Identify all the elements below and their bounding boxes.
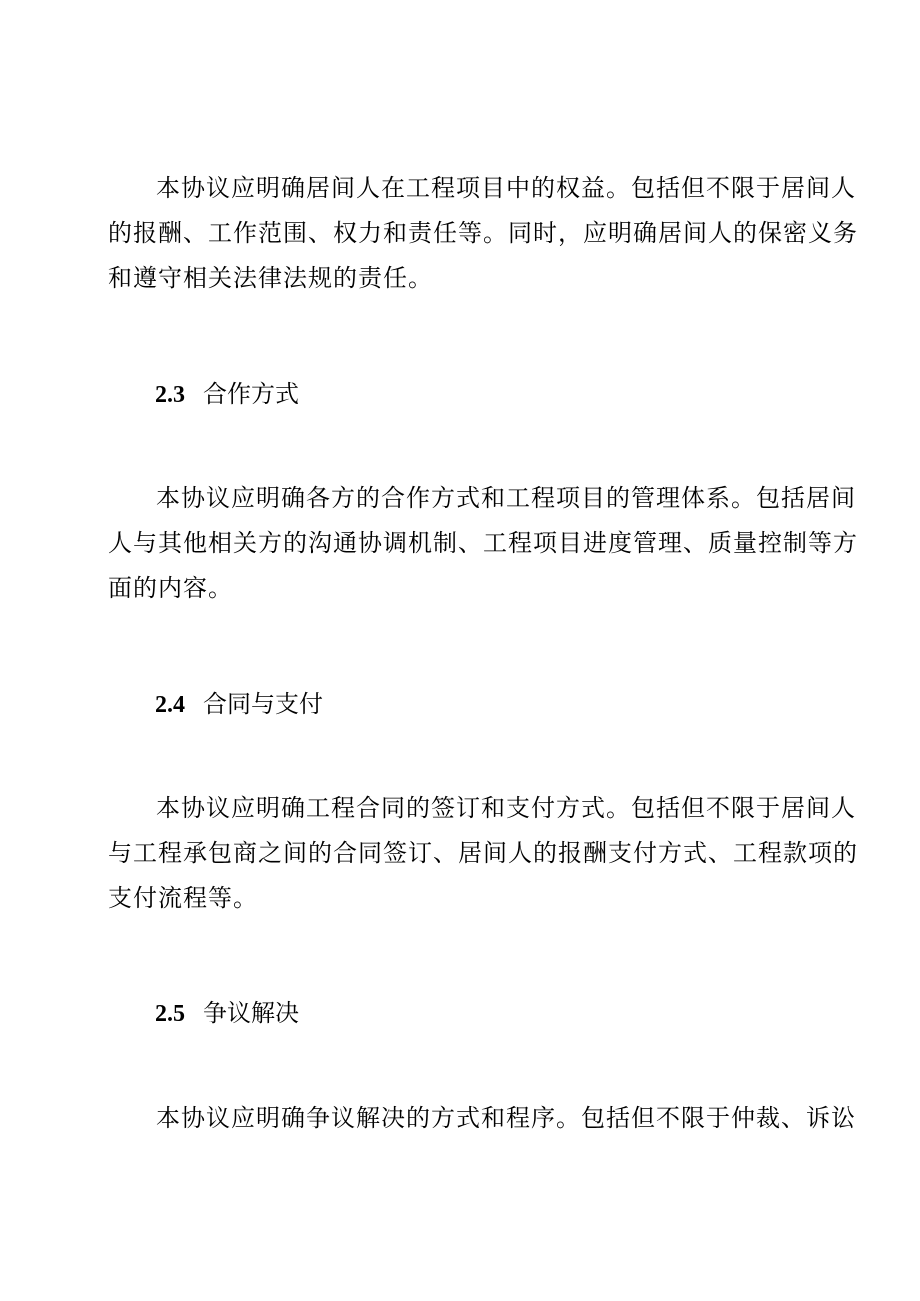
section-title: 合同与支付 — [203, 690, 323, 718]
paragraph-line: 本协议应明确争议解决的方式和程序。包括但不限于仲裁、诉讼 — [156, 1104, 856, 1132]
paragraph-line: 和遵守相关法律法规的责任。 — [108, 264, 433, 292]
section-number: 2.5 — [155, 1001, 185, 1027]
section-heading-2-5 — [155, 997, 299, 1030]
paragraph-line: 与工程承包商之间的合同签订、居间人的报酬支付方式、工程款项的 — [108, 839, 858, 867]
section-heading-2-3 — [155, 378, 299, 411]
section-title: 争议解决 — [203, 999, 299, 1027]
section-number: 2.4 — [155, 692, 185, 718]
paragraph-dispute-resolution — [108, 1096, 856, 1141]
paragraph-cooperation — [108, 476, 858, 611]
paragraph-contract-payment — [108, 786, 858, 921]
paragraph-intermediary-rights — [108, 166, 858, 301]
paragraph-line: 人与其他相关方的沟通协调机制、工程项目进度管理、质量控制等方 — [108, 529, 858, 557]
paragraph-line: 面的内容。 — [108, 574, 233, 602]
paragraph-line: 本协议应明确各方的合作方式和工程项目的管理体系。包括居间 — [156, 484, 856, 512]
section-heading-2-4 — [155, 688, 323, 721]
paragraph-line: 本协议应明确居间人在工程项目中的权益。包括但不限于居间人 — [156, 174, 856, 202]
section-title: 合作方式 — [203, 380, 299, 408]
paragraph-line: 的报酬、工作范围、权力和责任等。同时，应明确居间人的保密义务 — [108, 219, 858, 247]
paragraph-line: 本协议应明确工程合同的签订和支付方式。包括但不限于居间人 — [156, 794, 856, 822]
section-number: 2.3 — [155, 382, 185, 408]
paragraph-line: 支付流程等。 — [108, 884, 258, 912]
